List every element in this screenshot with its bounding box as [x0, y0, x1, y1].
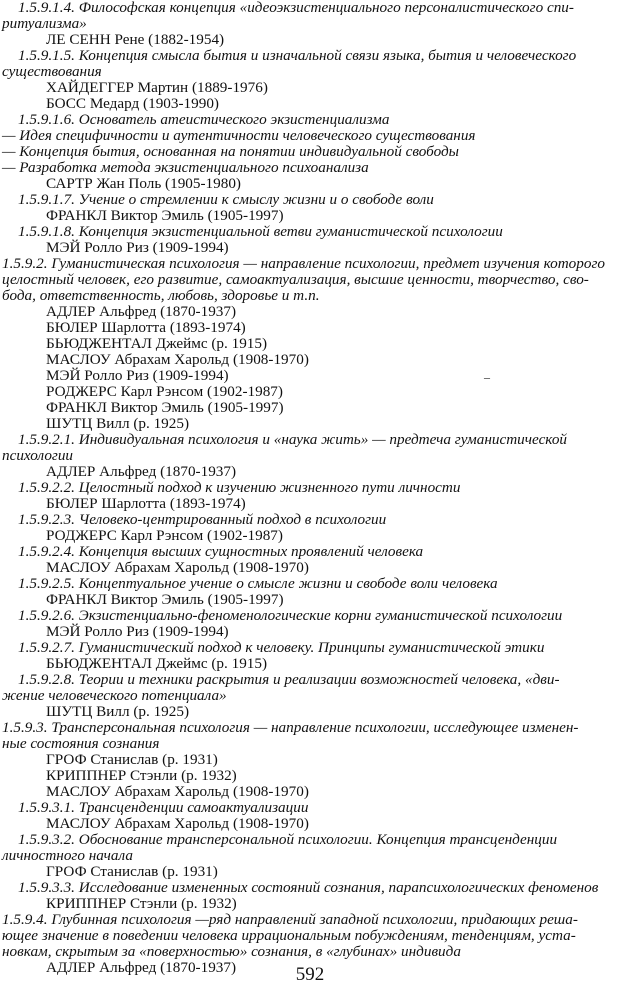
- page-number: 592: [295, 964, 325, 985]
- author-entry: ЛЕ СЕНН Рене (1882-1954): [46, 31, 225, 48]
- author-entry: ФРАНКЛ Виктор Эмиль (1905-1997): [46, 591, 284, 608]
- author-entry: БЬЮДЖЕНТАЛ Джеймс (р. 1915): [46, 655, 268, 672]
- section-heading: 1.5.9.1.4. Философская концепция «идеоэкзистенциального персоналистического спи-: [18, 0, 574, 16]
- section-heading: 1.5.9.2. Гуманистическая психология — направление психологии, предмет изучения которого: [2, 255, 605, 272]
- author-entry: БЮЛЕР Шарлотта (1893-1974): [46, 319, 246, 336]
- section-heading: 1.5.9.1.7. Учение о стремлении к смыслу жизни и о свободе воли: [18, 191, 434, 208]
- author-entry: ГРОФ Станислав (р. 1931): [46, 863, 218, 880]
- section-heading: 1.5.9.3.2. Обоснование трансперсональной психологии. Концепция трансценденции: [18, 831, 558, 848]
- section-heading: 1.5.9.1.6. Основатель атеистического экзистенциализма: [18, 111, 390, 128]
- author-entry: АДЛЕР Альфред (1870-1937): [46, 463, 237, 480]
- section-heading-cont: ющее значение в поведении человека иррациональным побуждениям, тенденциям, уста-: [2, 927, 576, 944]
- author-entry: АДЛЕР Альфред (1870-1937): [46, 959, 237, 976]
- author-entry: МАСЛОУ Абрахам Харольд (1908-1970): [46, 783, 309, 800]
- author-entry: ГРОФ Станислав (р. 1931): [46, 751, 218, 768]
- author-entry: АДЛЕР Альфред (1870-1937): [46, 303, 237, 320]
- section-heading: 1.5.9.4. Глубинная психология —ряд направлений западной психологии, придающих реша-: [2, 911, 578, 928]
- author-entry: МЭЙ Ролло Риз (1909-1994): [46, 623, 229, 640]
- section-heading-cont: новкам, скрытым за «поверхностью» сознания, в «глубинах» индивида: [2, 943, 461, 960]
- author-entry: КРИППНЕР Стэнли (р. 1932): [46, 895, 237, 912]
- section-heading: 1.5.9.2.7. Гуманистический подход к человеку. Принципы гуманистической этики: [18, 639, 545, 656]
- section-heading: 1.5.9.2.5. Концептуальное учение о смысле жизни и свободе воли человека: [18, 575, 498, 592]
- author-entry: ФРАНКЛ Виктор Эмиль (1905-1997): [46, 207, 284, 224]
- section-heading: 1.5.9.2.2. Целостный подход к изучению жизненного пути личности: [18, 479, 461, 496]
- author-entry: МАСЛОУ Абрахам Харольд (1908-1970): [46, 815, 309, 832]
- section-heading: 1.5.9.1.5. Концепция смысла бытия и изначальной связи языка, бытия и человеческого: [18, 47, 577, 64]
- author-entry: ХАЙДЕГГЕР Мартин (1889-1976): [46, 79, 268, 96]
- author-entry: САРТР Жан Поль (1905-1980): [46, 175, 241, 192]
- section-heading-cont: целостный человек, его развитие, самоактуализация, высшие ценности, творчество, сво-: [2, 271, 589, 288]
- author-entry: МЭЙ Ролло Риз (1909-1994): [46, 367, 229, 384]
- author-entry: МАСЛОУ Абрахам Харольд (1908-1970): [46, 351, 309, 368]
- author-entry: БЬЮДЖЕНТАЛ Джеймс (р. 1915): [46, 335, 268, 352]
- section-heading: 1.5.9.2.1. Индивидуальная психология и «наука жить» — предтеча гуманистической: [18, 431, 568, 448]
- author-entry: ШУТЦ Вилл (р. 1925): [46, 415, 190, 432]
- author-entry: РОДЖЕРС Карл Рэнсом (1902-1987): [46, 383, 283, 400]
- section-heading-cont: бода, ответственность, любовь, здоровье и т.п.: [2, 287, 320, 304]
- section-heading-cont: ритуализма»: [2, 15, 87, 32]
- author-entry: МАСЛОУ Абрахам Харольд (1908-1970): [46, 559, 309, 576]
- section-heading: 1.5.9.2.3. Человеко-центрированный подход в психологии: [18, 511, 387, 528]
- section-heading: 1.5.9.1.8. Концепция экзистенциальной ветви гуманистической психологии: [18, 223, 503, 240]
- section-heading: 1.5.9.2.6. Экзистенциально-феноменологические корни гуманистической психологии: [18, 607, 563, 624]
- section-heading: 1.5.9.2.4. Концепция высших сущностных проявлений человека: [18, 543, 424, 560]
- section-heading: 1.5.9.3.1. Трансценденции самоактуализации: [18, 799, 309, 816]
- bullet-item: — Концепция бытия, основанная на понятии индивидуальной свободы: [2, 143, 459, 160]
- author-entry: БОСС Медард (1903-1990): [46, 95, 219, 112]
- section-heading-cont: существования: [2, 63, 102, 80]
- author-entry: РОДЖЕРС Карл Рэнсом (1902-1987): [46, 527, 283, 544]
- author-entry: ФРАНКЛ Виктор Эмиль (1905-1997): [46, 399, 284, 416]
- section-heading: 1.5.9.2.8. Теории и техники раскрытия и реализации возможностей человека, «дви-: [18, 671, 560, 688]
- section-heading: 1.5.9.3.3. Исследование измененных состояний сознания, парапсихологических феноменов: [18, 879, 599, 896]
- author-entry: БЮЛЕР Шарлотта (1893-1974): [46, 495, 246, 512]
- section-heading-cont: ные состояния сознания: [2, 735, 160, 752]
- author-entry: ШУТЦ Вилл (р. 1925): [46, 703, 190, 720]
- bullet-item: — Идея специфичности и аутентичности человеческого существования: [2, 127, 476, 144]
- stray-mark: –: [484, 370, 490, 384]
- section-heading-cont: личностного начала: [2, 847, 133, 864]
- section-heading-cont: жение человеческого потенциала»: [2, 687, 227, 704]
- author-entry: МЭЙ Ролло Риз (1909-1994): [46, 239, 229, 256]
- bullet-item: — Разработка метода экзистенциального психоанализа: [2, 159, 369, 176]
- section-heading-cont: психологии: [2, 447, 74, 464]
- section-heading: 1.5.9.3. Трансперсональная психология — направление психологии, исследующее изменен-: [2, 719, 579, 736]
- author-entry: КРИППНЕР Стэнли (р. 1932): [46, 767, 237, 784]
